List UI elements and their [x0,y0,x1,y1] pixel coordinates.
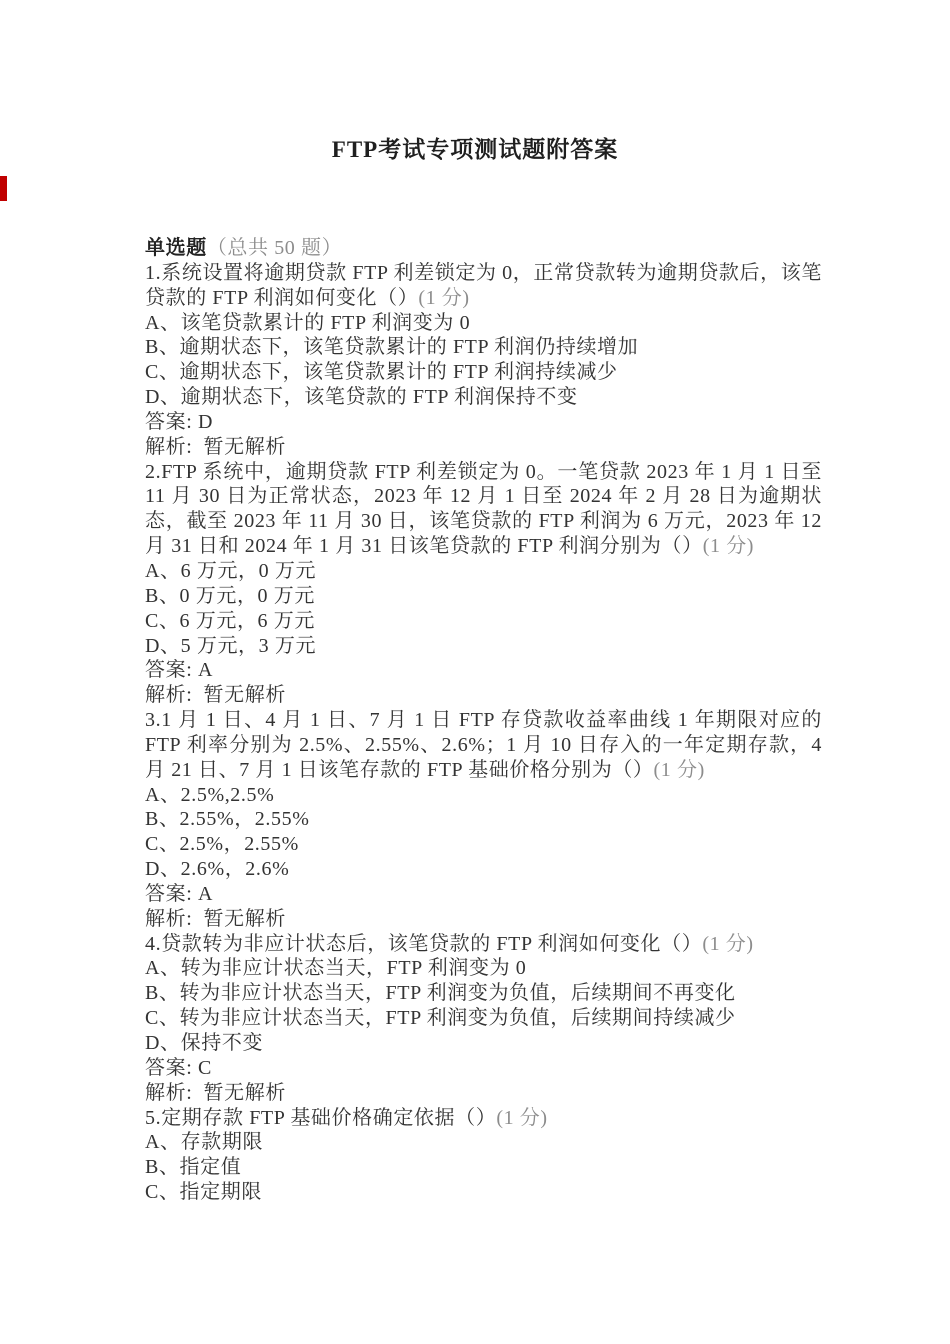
question-stem-text: 2.FTP 系统中，逾期贷款 FTP 利差锁定为 0。一笔贷款 2023 年 1 月 1 日至 11 月 30 日为正常状态，2023 年 12 月 1 日至 2024 年 2 月 28 日为逾期状态，截至 2023 年 11 月 30 日，该笔贷款的 FTP 利润为 6 万元，2023 年 12 月 31 日和 2024 年 1 月 31 日该笔贷款的 FTP 利润分别为（） [145,460,828,558]
analysis-line: 解析: 暂无解析 [145,1081,286,1104]
question-option: A、存款期限 [145,1131,264,1154]
question-score: (1 分) [653,758,705,781]
question-score: (1 分) [702,535,755,558]
question-option: D、逾期状态下，该笔贷款的 FTP 利润保持不变 [145,386,578,409]
question-option: B、2.55%，2.55% [145,808,310,831]
document-title: FTP考试专项测试题附答案 [331,137,619,162]
question-option: B、逾期状态下，该笔贷款累计的 FTP 利润仍持续增加 [145,336,639,359]
question-option: A、转为非应计状态当天，FTP 利润变为 0 [145,957,527,980]
question-option: B、转为非应计状态当天，FTP 利润变为负值，后续期间不再变化 [145,982,736,1005]
question-stem-text: 3.1 月 1 日、4 月 1 日、7 月 1 日 FTP 存贷款收益率曲线 1 年期限对应的 FTP 利率分别为 2.5%、2.55%、2.6%；1 月 10 日存入的一年定期存款，4 月 21 日、7 月 1 日该笔存款的 FTP 基础价格分别为（） [145,709,828,781]
question-option: C、指定期限 [145,1181,262,1204]
question [145,1106,822,1205]
question-option: D、5 万元，3 万元 [145,634,317,657]
analysis-line: 解析: 暂无解析 [145,907,286,930]
question-stem-text: 4.贷款转为非应计状态后，该笔贷款的 FTP 利润如何变化（） [145,932,703,955]
question-option: A、该笔贷款累计的 FTP 利润变为 0 [145,311,471,334]
question [145,261,822,460]
question-stem [145,932,822,957]
question-option: C、2.5%，2.55% [145,833,299,856]
answer-line: 答案: D [145,410,213,433]
analysis-line: 解析: 暂无解析 [145,435,286,458]
question-stem [145,1106,822,1131]
analysis-line: 解析: 暂无解析 [145,684,286,707]
question-stem [145,708,828,783]
question-stem [145,261,822,311]
question-option: B、0 万元，0 万元 [145,584,315,607]
question-option: B、指定值 [145,1156,242,1179]
question-option: C、6 万元，6 万元 [145,609,315,632]
question-list [145,261,828,1205]
question-score: (1 分) [418,286,470,309]
question [145,460,828,708]
question-stem-text: 1.系统设置将逾期贷款 FTP 利差锁定为 0，正常贷款转为逾期贷款后，该笔贷款的 FTP 利润如何变化（） [145,261,822,309]
question-score: (1 分) [702,932,754,955]
answer-line: 答案: A [145,882,213,905]
document-content [145,236,828,1205]
answer-line: 答案: C [145,1056,212,1079]
question-option: D、保持不变 [145,1032,264,1054]
section-heading-line [145,236,822,261]
question-score: (1 分) [496,1106,548,1129]
question-option: A、6 万元，0 万元 [145,559,317,582]
section-heading: 单选题 [145,237,207,259]
question [145,708,828,932]
question [145,932,822,1106]
section-count-note: （总共 50 题） [206,237,343,259]
answer-line: 答案: A [145,659,213,682]
question-option: C、逾期状态下，该笔贷款累计的 FTP 利润持续减少 [145,361,618,384]
left-margin-red-marker [0,176,7,201]
question-option: D、2.6%，2.6% [145,858,290,881]
question-stem [145,460,828,559]
question-stem-text: 5.定期存款 FTP 基础价格确定依据（） [145,1106,497,1129]
question-option: C、转为非应计状态当天，FTP 利润变为负值，后续期间持续减少 [145,1007,736,1030]
question-option: A、2.5%,2.5% [145,783,275,806]
